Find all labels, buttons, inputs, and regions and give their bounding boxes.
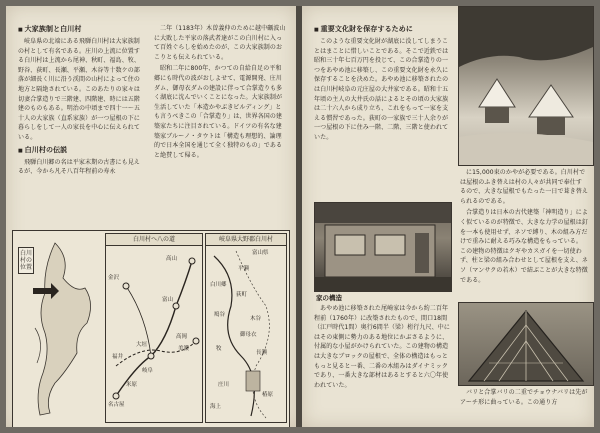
japan-landmass bbox=[38, 243, 90, 415]
text-large-family: 岐阜県の北端にある飛騨白川村は大家族制の村として有名である。庄川の上流に位置する白川村は上流から尾神、秋町、福島、牧、野谷、荻町、長瀬、平瀬、木谷等十数ケの部落が細長く川に沿う渓間の山村によって住の地方と隔絶されている。このあたりの家々は切妻合掌造りで三階建、四階建、時には五階建のものもある。明治の中頃まで四十一～五十人の大家族（直系家族）が一つ屋根の下に暮らしをして一人の家長を中心に伝えられている。 bbox=[18, 38, 141, 141]
route-place-label: 美濃 bbox=[178, 346, 190, 352]
coast-line bbox=[35, 328, 41, 363]
snow-village-drawing bbox=[459, 7, 593, 165]
village-place-label: 御母衣 bbox=[240, 332, 257, 338]
route-place-label: 米原 bbox=[126, 382, 138, 388]
route-line-rail bbox=[116, 341, 196, 366]
text-preservation: このような重要文化財が湖底に没してしまうことはまことに惜しいことである。そこで近鉄では昭和三十年七百万円を投じて、この合掌造りの一つをあやめ池に移築し、この重要文化財を永久に保存することを決めた。あやめ池に移築されたのは白川村岐阜の元庄屋の大井家である。昭和十五年頃の主人の大井氏の話によるとその頃の大家族は二十六人から成り立ち、これをもって一家を支える慣習であった。荻町の一家族で三十人余りが一つ屋根の下に住み一階、二階、三階と使われていた。 bbox=[314, 38, 449, 141]
right-column-1 bbox=[314, 24, 452, 145]
route-place-label: 富山 bbox=[162, 297, 174, 303]
map-routes-title: 白川村へ八の道 bbox=[106, 234, 202, 246]
text-house-structure: あやめ池に移築された尾崎家は今から約二百年程前（1760年）に改築されたもので、間口18間（江戸時代1間）奥行6間半（梁）桁行九尺、中にはその東側に勢力のある地位にかぶさるように、付属的な小屋がかけられていた。この建物の構造は大きなブロックの屋根で、全体の構造はもっともっと見ると一番、二番の木組みはダイナミックであり、一番大きな部材はあるとすると六〇年使われていた。 bbox=[314, 305, 450, 389]
right-column-2 bbox=[460, 168, 588, 287]
left-column-2 bbox=[154, 24, 286, 162]
roof-frame-drawing bbox=[459, 303, 593, 385]
map-vertical-label: 白川村の位置 bbox=[18, 247, 34, 274]
village-map-svg bbox=[206, 246, 286, 422]
route-place-label: 岐阜 bbox=[142, 368, 154, 374]
place-marker bbox=[193, 338, 199, 344]
place-marker bbox=[173, 303, 179, 309]
dam-lake bbox=[246, 371, 260, 391]
heading-large-family: ■ 大家族制と白川村 bbox=[18, 24, 142, 35]
route-place-label: 金沢 bbox=[108, 275, 120, 281]
right-page bbox=[302, 6, 594, 427]
house-front-drawing bbox=[315, 203, 451, 291]
village-place-label: 長瀬 bbox=[256, 350, 268, 356]
routes-map-svg bbox=[106, 246, 202, 422]
text-gassho-structure: 合掌造りは日本の古代建築「神明造り」によく似ているのが特徴で、大きな力学の屋根は釘を一本も使用せず、ネソで縛り、木の組み方だけで重みに耐える巧みな構造をもっている。この建物の特徴はクギやカスガイを一切使わず、柱と梁の組み合わせとして屋根を支え、ネソ（マンサクの若木）で結ぶことが大きな特徴である。 bbox=[460, 209, 589, 284]
place-marker bbox=[189, 258, 195, 264]
village-place-label: 庄川 bbox=[218, 382, 230, 388]
text-modern: 昭和二年に800年、かつての自給自足の平和郷にも時代の波がおしよせて、電源開発、庄川ダム、御母衣ダムの建設に伴って合掌造りも多く湖底に沈んでいくことになった。大家族制が生活していた「本造かやぶきビルディング」とも言うべきこの「合掌造り」は、世界各国の建築家たちに注目されている。ドイツの有名な建築家ブルーノ・タウトは「構造も理想的、論理的で日本全国を通じて全く独特のもの」であると絶賛して帰る。 bbox=[154, 65, 283, 159]
village-place-label: 木谷 bbox=[250, 316, 262, 322]
place-marker bbox=[148, 353, 154, 359]
village-place-label: 椿原 bbox=[262, 392, 274, 398]
text-legend: 飛騨白川郷の名は平家末期の古書にも見えるが、今から凡そ八百年程前の寿永 bbox=[18, 158, 140, 176]
japan-map-svg bbox=[15, 233, 101, 421]
left-column-1 bbox=[18, 24, 142, 179]
route-place-label: 高山 bbox=[166, 256, 178, 262]
place-marker bbox=[113, 393, 119, 399]
village-place-label: 鳩谷 bbox=[214, 312, 226, 318]
village-place-label: 白川郷 bbox=[210, 282, 227, 288]
map-routes bbox=[105, 233, 203, 423]
map-village bbox=[205, 233, 287, 423]
right-column-1b bbox=[314, 304, 452, 392]
heading-legend: ■ 白川村の伝説 bbox=[18, 145, 142, 156]
village-place-label: 荻町 bbox=[236, 292, 248, 298]
route-place-label: 名古屋 bbox=[108, 402, 125, 408]
text-heike: 二年（1183年）木曽義仲のために越中礪波山に大敗した平家の落武者達がこの白川村に入って百姓ぐらしを始めたのが、この大家族制のおこりとも伝えられている。 bbox=[154, 25, 286, 61]
village-place-label: 牧 bbox=[216, 346, 222, 352]
place-marker bbox=[123, 283, 129, 289]
map-japan-location bbox=[15, 233, 101, 421]
route-place-label: 高岡 bbox=[176, 334, 188, 340]
photo-snow-village bbox=[458, 6, 594, 166]
caption-house-structure: 家の構造 bbox=[316, 294, 342, 302]
photo-house-front bbox=[314, 202, 452, 292]
maps-panel bbox=[12, 230, 290, 427]
left-page bbox=[6, 6, 296, 427]
route-place-label: 福井 bbox=[112, 354, 124, 360]
village-place-label: 富山県 bbox=[252, 250, 269, 256]
route-place-label: 大垣 bbox=[136, 342, 148, 348]
village-place-label: 海上 bbox=[210, 404, 222, 410]
text-thatch-amount: に15,000束のかやが必要である。白川村では屋根のふき替えは村の人々が共同で奉仕するので、大きな屋根でもたった一日で葺き替えられるのである。 bbox=[460, 169, 588, 205]
map-village-title: 岐阜県大野郡白川村 bbox=[206, 234, 286, 246]
right-column-2b bbox=[460, 388, 588, 409]
heading-preservation: ■ 重要文化財を保存するために bbox=[314, 24, 452, 35]
text-beams: バリと合掌バリの二重でチョウナバリは先がアーチ形に曲っている。この通り方 bbox=[460, 389, 588, 406]
route-line-main bbox=[116, 261, 192, 396]
village-place-label: 平瀬 bbox=[238, 266, 250, 272]
photo-roof-frame bbox=[458, 302, 594, 386]
